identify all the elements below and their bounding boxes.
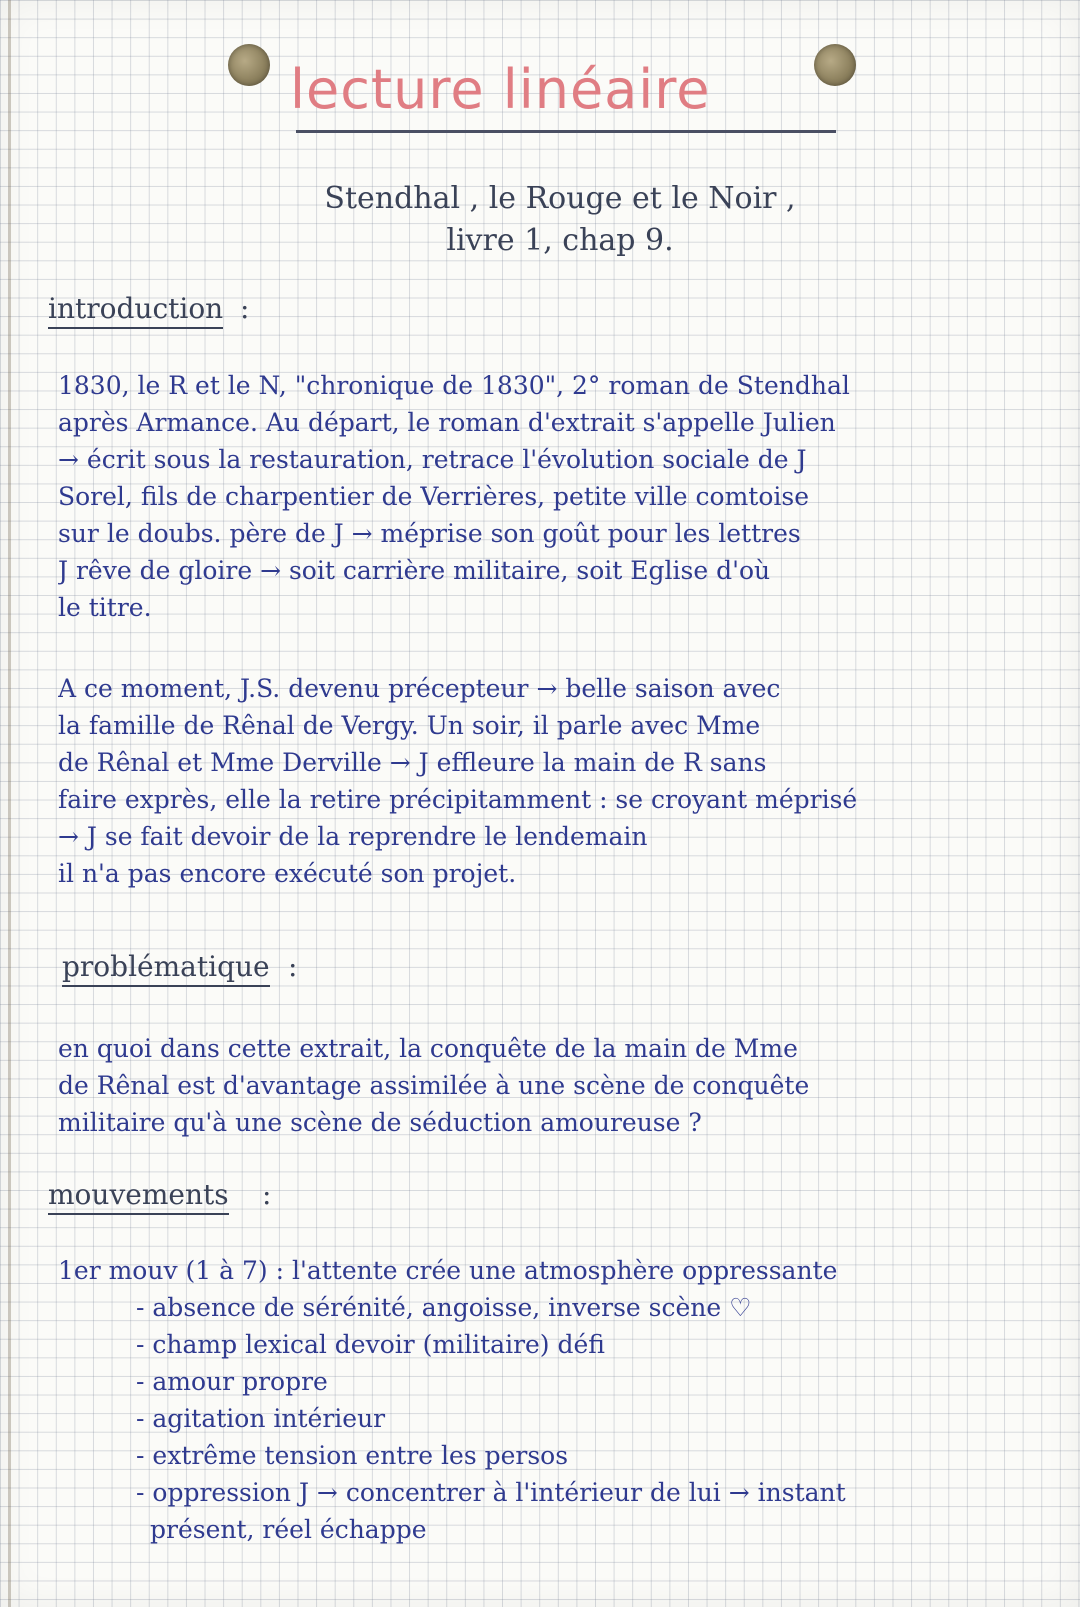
- page-title: lecture linéaire: [290, 58, 711, 121]
- text-line: Sorel, fils de charpentier de Verrières, petite ville comtoise: [58, 482, 810, 511]
- section-heading-mouvements: [48, 1178, 229, 1215]
- text-line: → J se fait devoir de la reprendre le lendemain: [58, 822, 648, 851]
- text-line: sur le doubs. père de J → méprise son goût pour les lettres: [58, 519, 801, 548]
- text-line: en quoi dans cette extrait, la conquête de la main de Mme: [58, 1034, 798, 1063]
- text-line: de Rênal et Mme Derville → J effleure la main de R sans: [58, 748, 767, 777]
- mouvement-title: 1er mouv (1 à 7) : l'attente crée une atmosphère oppressante: [58, 1256, 838, 1285]
- text-line: la famille de Rênal de Vergy. Un soir, il parle avec Mme: [58, 711, 761, 740]
- heading-colon: :: [240, 292, 250, 325]
- text-line: il n'a pas encore exécuté son projet.: [58, 859, 517, 888]
- list-item: - extrême tension entre les persos: [58, 1437, 1048, 1474]
- text-line: militaire qu'à une scène de séduction amoureuse ?: [58, 1108, 702, 1137]
- intro-paragraph-2: [58, 670, 1048, 892]
- heading-colon: :: [288, 950, 298, 983]
- text-line: de Rênal est d'avantage assimilée à une scène de conquête: [58, 1071, 810, 1100]
- text-line: le titre.: [58, 593, 152, 622]
- intro-paragraph-1: [58, 367, 1048, 626]
- punch-hole-icon: [228, 44, 270, 86]
- subtitle-line: livre 1, chap 9.: [446, 223, 674, 258]
- section-heading-introduction: [48, 292, 223, 329]
- text-line: J rêve de gloire → soit carrière militaire, soit Eglise d'où: [58, 556, 771, 585]
- text-line: A ce moment, J.S. devenu précepteur → belle saison avec: [58, 674, 781, 703]
- heading-colon: :: [262, 1178, 272, 1211]
- list-item-continuation: présent, réel échappe: [150, 1515, 427, 1544]
- heading-text: mouvements: [48, 1178, 229, 1211]
- list-item: - champ lexical devoir (militaire) défi: [58, 1326, 1048, 1363]
- heading-text: introduction: [48, 292, 224, 325]
- subtitle-line: Stendhal , le Rouge et le Noir ,: [324, 181, 796, 216]
- list-item: - agitation intérieur: [58, 1400, 1048, 1437]
- problematique-text: [58, 1030, 1048, 1141]
- subtitle: [300, 178, 820, 262]
- heading-text: problématique: [62, 950, 270, 983]
- text-line: → écrit sous la restauration, retrace l'évolution sociale de J: [58, 445, 807, 474]
- text-line: après Armance. Au départ, le roman d'extrait s'appelle Julien: [58, 408, 836, 437]
- page-margin-line: [8, 0, 11, 1607]
- list-item: - oppression J → concentrer à l'intérieur de lui → instant: [58, 1474, 1048, 1511]
- list-item: - amour propre: [58, 1363, 1048, 1400]
- section-heading-problematique: [62, 950, 270, 987]
- text-line: faire exprès, elle la retire précipitamment : se croyant méprisé: [58, 785, 858, 814]
- list-item: - absence de sérénité, angoisse, inverse scène ♡: [58, 1289, 1048, 1326]
- mouvement-1: [58, 1252, 1048, 1548]
- text-line: 1830, le R et le N, "chronique de 1830", 2° roman de Stendhal: [58, 371, 850, 400]
- title-underline: [296, 130, 836, 133]
